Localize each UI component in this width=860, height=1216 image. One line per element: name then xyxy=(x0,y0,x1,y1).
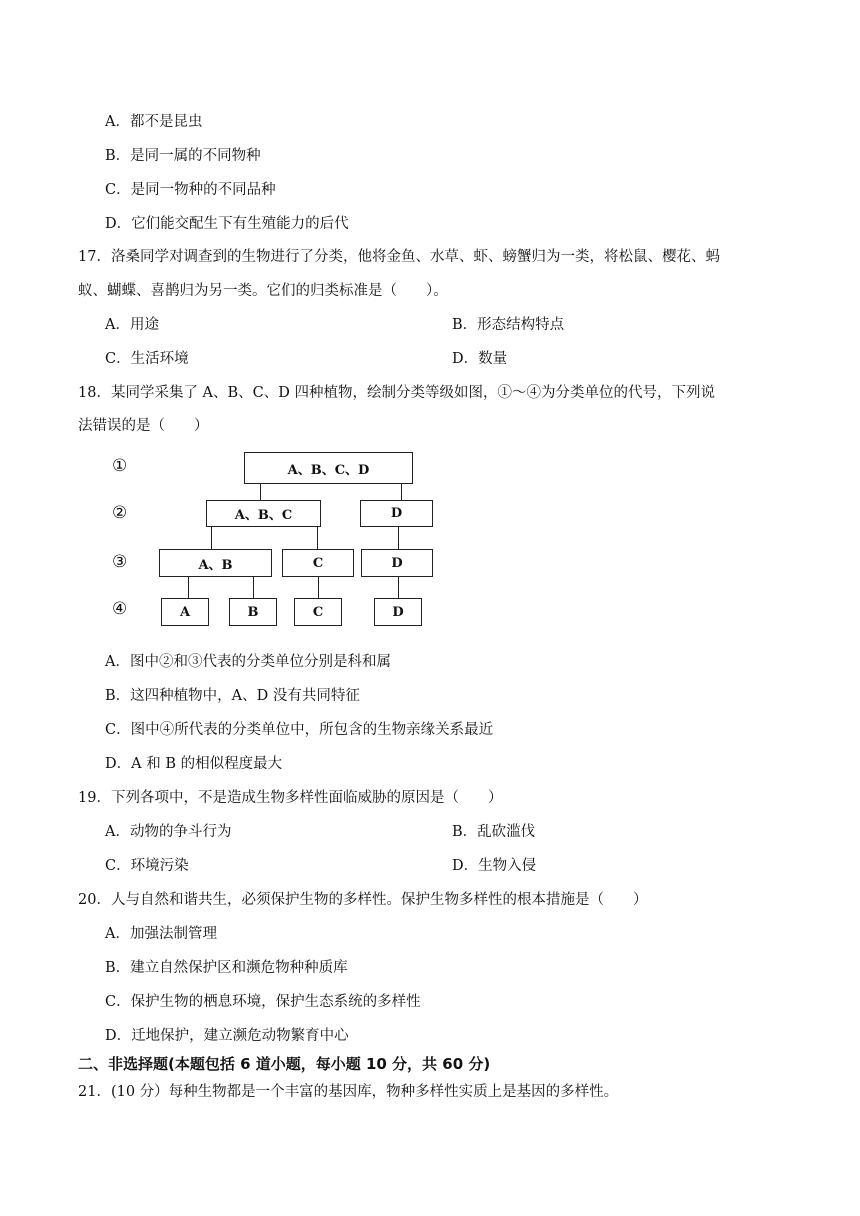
q17-option-d: D．数量 xyxy=(452,351,508,367)
connector xyxy=(260,484,261,500)
q18-stem-line1: 18．某同学采集了 A、B、C、D 四种植物，绘制分类等级如图，①～④为分类单位的代号，下列说 xyxy=(78,385,716,401)
connector xyxy=(317,527,318,549)
node-c-row4: C xyxy=(294,598,342,626)
q18-option-a: A．图中②和③代表的分类单位分别是科和属 xyxy=(105,654,391,670)
q19-stem: 19．下列各项中，不是造成生物多样性面临威胁的原因是（ ） xyxy=(78,790,503,806)
q17-stem-line2: 蚁、蝴蝶、喜鹊归为另一类。它们的归类标准是（ ）。 xyxy=(78,283,448,299)
node-abcd: A、B、C、D xyxy=(244,452,413,484)
q18-stem-line2: 法错误的是（ ） xyxy=(78,418,209,434)
level-marker-1: ① xyxy=(112,456,128,476)
q18-option-d: D．A 和 B 的相似程度最大 xyxy=(105,756,283,772)
q20-option-c: C．保护生物的栖息环境，保护生态系统的多样性 xyxy=(105,994,421,1010)
node-d-row3: D xyxy=(361,549,433,577)
q17-option-a: A．用途 xyxy=(105,317,159,333)
q16-option-a: A．都不是昆虫 xyxy=(105,114,203,130)
connector xyxy=(211,527,212,549)
q20-option-b: B．建立自然保护区和濒危物种种质库 xyxy=(105,960,348,976)
q16-option-d: D．它们能交配生下有生殖能力的后代 xyxy=(105,216,349,232)
q18-option-b: B．这四种植物中，A、D 没有共同特征 xyxy=(105,688,360,704)
q20-option-a: A．加强法制管理 xyxy=(105,926,217,942)
q18-option-c: C．图中④所代表的分类单位中，所包含的生物亲缘关系最近 xyxy=(105,722,494,738)
q16-option-b: B．是同一属的不同物种 xyxy=(105,148,261,164)
node-b: B xyxy=(229,598,277,626)
q20-stem: 20．人与自然和谐共生，必须保护生物的多样性。保护生物多样性的根本措施是（ ） xyxy=(78,892,648,908)
q16-option-c: C．是同一物种的不同品种 xyxy=(105,182,276,198)
node-a: A xyxy=(161,598,209,626)
connector xyxy=(401,484,402,500)
q20-option-d: D．迁地保护，建立濒危动物繁育中心 xyxy=(105,1028,349,1044)
q17-option-b: B．形态结构特点 xyxy=(452,317,565,333)
q21-stem: 21．(10 分）每种生物都是一个丰富的基因库，物种多样性实质上是基因的多样性。 xyxy=(78,1084,619,1100)
q19-option-c: C．环境污染 xyxy=(105,858,189,874)
connector xyxy=(318,577,319,598)
connector xyxy=(398,577,399,598)
classification-diagram xyxy=(110,448,450,638)
q17-option-c: C．生活环境 xyxy=(105,351,189,367)
section-title: 二、非选择题(本题包括 6 道小题，每小题 10 分，共 60 分) xyxy=(78,1055,491,1073)
connector xyxy=(398,527,399,549)
level-marker-3: ③ xyxy=(112,552,128,572)
node-abc: A、B、C xyxy=(206,500,321,527)
connector xyxy=(253,577,254,598)
q19-option-a: A．动物的争斗行为 xyxy=(105,824,232,840)
node-d-row2: D xyxy=(360,500,433,527)
q17-stem-line1: 17．洛桑同学对调查到的生物进行了分类，他将金鱼、水草、虾、螃蟹归为一类，将松鼠、樱花、蚂 xyxy=(78,249,720,265)
node-c-row3: C xyxy=(282,549,354,577)
level-marker-2: ② xyxy=(112,503,128,523)
q19-option-b: B．乱砍滥伐 xyxy=(452,824,536,840)
node-d-row4: D xyxy=(374,598,422,626)
level-marker-4: ④ xyxy=(112,599,128,619)
connector xyxy=(188,577,189,598)
node-ab: A、B xyxy=(159,549,272,577)
q19-option-d: D．生物入侵 xyxy=(452,858,537,874)
